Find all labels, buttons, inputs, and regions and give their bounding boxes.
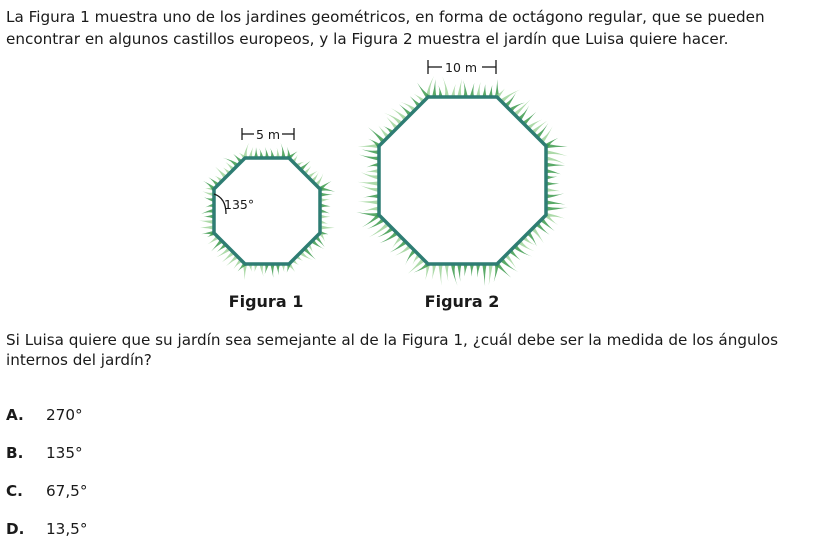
grass-blade — [451, 84, 456, 97]
grass-blade — [200, 225, 214, 229]
grass-blade — [432, 264, 437, 280]
grass-blade — [362, 149, 379, 154]
grass-blade — [259, 264, 263, 277]
grass-blade — [358, 200, 379, 204]
figure1-side-label: 5 m — [256, 127, 281, 142]
option-d[interactable] — [6, 520, 87, 558]
figure2-octagon — [379, 97, 546, 264]
question-text: Si Luisa quiere que su jardín sea semejante al de la Figura 1, ¿cuál debe ser la medida de los ángulos internos del jardín? — [6, 331, 779, 369]
grass-blade — [470, 264, 474, 277]
grass-blade — [199, 220, 214, 224]
grass-blade — [463, 264, 467, 276]
option-value: 67,5° — [46, 482, 88, 500]
option-letter: B. — [6, 444, 24, 462]
grass-blade — [320, 225, 335, 229]
figure1-dimension — [242, 127, 294, 142]
figure1-caption: Figura 1 — [228, 292, 304, 311]
grass-blade — [546, 200, 565, 204]
grass-blade — [489, 85, 493, 97]
grass-blade — [367, 163, 379, 168]
figure2-dimension — [428, 60, 496, 75]
answer-options — [6, 406, 87, 558]
grass-blade — [358, 181, 379, 185]
grass-blade — [482, 84, 486, 97]
grass-blade — [546, 181, 559, 185]
grass-blade — [201, 209, 214, 214]
grass-blade — [201, 231, 214, 235]
grass-blade — [438, 264, 442, 286]
grass-blade — [546, 188, 560, 192]
option-value: 135° — [46, 444, 83, 462]
grass-blade — [356, 212, 379, 217]
grass-blade — [438, 85, 442, 97]
grass-blade — [546, 193, 564, 198]
grass-blade — [361, 172, 379, 179]
grass-blade — [320, 187, 335, 192]
grass-blade — [361, 185, 379, 192]
figure2-side-label: 10 m — [445, 60, 478, 75]
figure2-garden — [356, 76, 567, 286]
grass-blade — [270, 264, 274, 278]
grass-blade — [489, 264, 493, 285]
grass-blade — [359, 155, 379, 161]
grass-blade — [463, 80, 468, 97]
grass-blade — [442, 76, 449, 97]
grass-blade — [546, 207, 568, 211]
option-value: 13,5° — [46, 520, 88, 538]
grass-blade — [457, 264, 461, 282]
option-c[interactable] — [6, 482, 87, 520]
grass-blade — [546, 163, 565, 167]
grass-blade — [476, 82, 481, 97]
grass-blade — [281, 143, 286, 158]
grass-blade — [363, 194, 379, 198]
intro-text: La Figura 1 muestra uno de los jardines geométricos, en forma de octágono regular, que se pueden encontrar en algunos castillos europeos, y la Figura 2 muestra el jardín que Luisa quiere hacer. — [6, 8, 765, 48]
grass-blade — [445, 264, 449, 281]
figure2-caption: Figura 2 — [424, 292, 500, 311]
grass-blade — [494, 264, 499, 282]
grass-blade — [457, 79, 462, 97]
grass-blade — [470, 83, 475, 97]
option-letter: D. — [6, 520, 25, 538]
grass-blade — [451, 264, 458, 286]
grass-blade — [546, 169, 561, 174]
grass-blade — [546, 144, 568, 148]
option-a[interactable] — [6, 406, 87, 444]
grass-blade — [482, 264, 486, 286]
option-value: 270° — [46, 406, 83, 424]
figure1-garden — [199, 143, 335, 280]
grass-blade — [546, 156, 565, 164]
option-b[interactable] — [6, 444, 87, 482]
grass-blade — [546, 150, 567, 156]
figure1-angle-label: 135° — [224, 197, 255, 212]
option-letter: A. — [6, 406, 24, 424]
grass-blade — [476, 264, 480, 278]
option-letter: C. — [6, 482, 23, 500]
grass-blade — [320, 192, 333, 196]
grass-blade — [362, 207, 379, 213]
grass-blade — [432, 79, 436, 97]
grass-blade — [365, 169, 379, 173]
